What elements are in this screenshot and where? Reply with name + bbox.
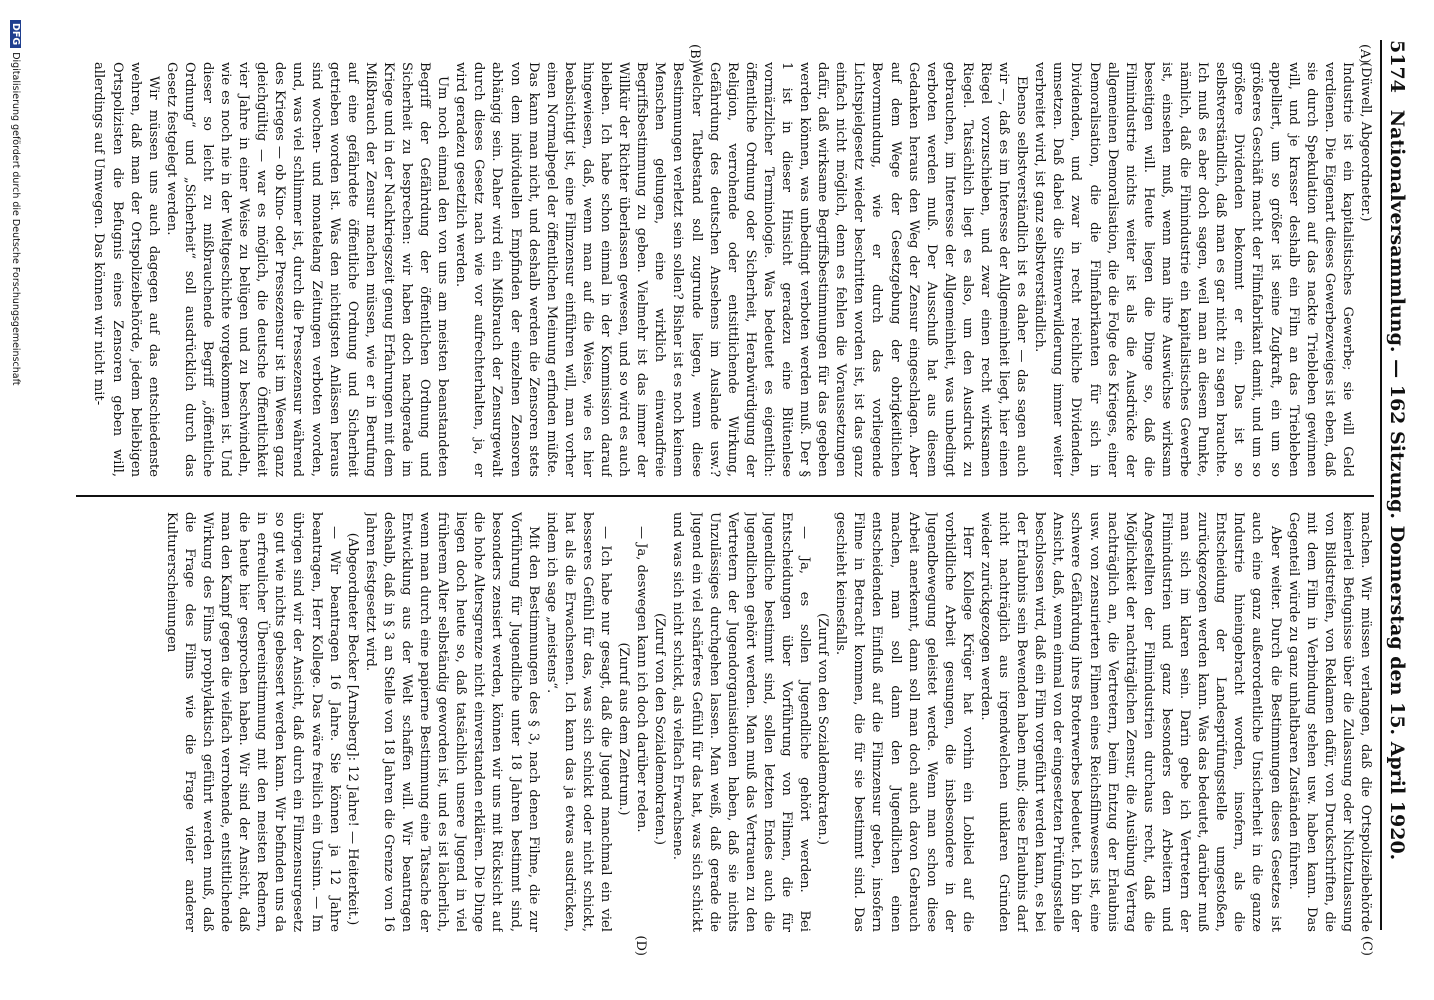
column-divider <box>76 495 1374 497</box>
paragraph: Aber weiter. Durch die Bestimmungen dieses Gesetzes ist auch eine ganz außerordentliche Unsicherheit in die ganze Industrie hineingebracht worden, insofern, als die Entscheidung der Landesprüfungsstelle umgestoßen, zurückgezogen werden kann. Was das bedeutet, darüber muß man sich im klaren sein. Darin gebe ich Vertretern der Filmindustrien und ganz besonders den Arbeitern und Angestellten der Filmindustrien durchaus recht, daß die Möglichkeit der nachträglichen Zensur, die Ausübung Vertrag nachträglich an, die Vertretern, beim Entzug der Erlaubnis usw. von zensurierten Filmen eines Reichsfilmwesens ist, eine schwere Gefährdung ihres Broterwerbes bedeutet. Ich bin der Ansicht, daß, wenn einmal von der eingesetzten Prüfungsstelle beschlossen wird, daß ein Film vorgeführt werden kann, es bei der Erlaubnis sein Bewenden haben muß; diese Erlaubnis darf nicht nachträglich aus irgendwelchen unklaren Gründen wieder zurückgezogen werden. <box>978 512 1283 932</box>
speaker-note: (Düwell, Abgeordneter.) <box>1358 62 1373 222</box>
paragraph: Um noch einmal den von uns am meisten beanstandeten Begriff der Gefährdung der öffentlichen Ordnung und Sicherheit zu besprechen: wir haben doch nachgerade im Kriege und in der Nachkriegszeit genug Erfahrungen mit dem Mißbrauch der Zensur machen müssen, wie er in Berufung auf eine gefährdete öffentliche Ordnung und Sicherheit getrieben worden ist. Was den nichtigsten Anlässen heraus sind wochen- und monatelang Zeitungen verboten worden, und, was viel schlimmer ist, durch die Pressezensur während des Krieges — ob Kino- oder Pressezensur ist im Wesen ganz gleichgültig — war es möglich, die deutsche Öffentlichkeit vier Jahre in einer Weise zu belügen und zu beschwindeln, wie es noch nie in der Weltgeschichte vorgekommen ist. Und dieser so leicht zu mißbrauchende Begriff „öffentliche Ordnung“ und „Sicherheit“ soll ausdrücklich durch das Gesetz festgelegt werden. <box>163 62 451 477</box>
paragraph: Wir müssen uns auch dagegen auf das entschiedenste wehren, daß man der Ortspolizeibehörde, jedem beliebigen Ortspolizisten die Befugnis eines Zensoren geben will, allerdings auf Umwegen. Das können wir nicht mit- <box>91 62 161 477</box>
paragraph: Herr Kollege Krüger hat vorhin ein Loblied auf die vorbildliche Arbeit gesungen, die insbesondere in der Jugendbewegung geleistet werde. Wenn man schon diese Arbeit anerkennt, dann soll man doch auch davon Gebrauch machen, man soll dann den Jugendlichen einen entscheidenden Einfluß auf die Filmzensur geben, insofern Filme in Betracht kommen, die für sie bestimmt sind. Das geschieht keinesfalls. <box>833 512 975 932</box>
paragraph: machen. Wir müssen verlangen, daß die Ortspolizeibehörde keinerlei Befugnisse über die Zulassung oder Nichtzulassung von Bildstreifen, von Reklamen dafür, von Druckschriften, die mit dem Film in Verbindung stehen usw. haben kann. Das Gegenteil würde zu ganz unhaltbaren Zuständen führen. <box>1285 512 1373 932</box>
interjection: (Zuruf von den Sozialdemokraten.) <box>652 612 668 846</box>
dfg-logo: DFG <box>10 20 21 48</box>
page-number: 5174 <box>1386 40 1408 93</box>
interjection: (Abgeordneter Becker [Arnsberg]: 12 Jahre! — Heiterkeit.) <box>344 532 360 926</box>
paragraph: — Ja, deswegen kann ich doch darüber reden. <box>634 526 650 833</box>
paragraph: — Ich habe nur gesagt, daß die Jugend manchmal ein viel besseres Gefühl für das, was sich schickt oder nicht schickt, hat als die Erwachsenen. Ich kann das ja etwas ausdrücken, indem ich sage „meistens“. <box>543 512 614 932</box>
interjection: (Zuruf von den Sozialdemokraten.) <box>815 612 831 846</box>
paragraph: Industrie ist ein kapitalistisches Gewerbe; sie will Geld verdienen. Die Eigenart dieses Gewerbezweiges ist eben, daß sie durch Spekulation auf das nackte Triebleben gewinnen will, und je krasser deshalb ein Film an das Triebleben appelliert, um so größer ist seine Zugkraft, ein um so größeres Geschäft macht der Filmfabrikant damit, und um so größere Dividenden bekommt er ein. Das ist so selbstverständlich, daß man es gar nicht zu sagen brauchte. Ich muß es aber doch sagen, weil man an diesem Punkte, nämlich, daß die Filmindustrie ein kapitalistisches Gewerbe ist, einsehen muß, wenn man ihre Auswüchse wirksam beseitigen will. Heute liegen die Dinge so, daß die Filmindustrie nichts weiter ist als die Ausdrücke der allgemeinen Demoralisation, die die Folge des Krieges, einer Demoralisation, die die Filmfabrikanten für sich in Dividenden, und zwar in recht reichliche Dividenden, umsetzen. Daß dabei die Sittenverwilderung immer weiter verbreitet wird, ist ganz selbstverständlich. <box>1032 62 1355 477</box>
interjection: (Zuruf aus dem Zentrum.) <box>616 642 632 816</box>
margin-mark-c: (C) <box>1359 935 1374 956</box>
right-column <box>76 512 1374 932</box>
running-title: Nationalversammlung. — 162 Sitzung. Donnerstag den 15. April 1920. <box>1386 109 1408 861</box>
footer-text: Digitalisierung gefördert durch die Deutsche Forschungsgemeinschaft <box>10 52 21 386</box>
paragraph: — Ja, es sollen Jugendliche gehört werden. Bei Entscheidungen über Vorführung von Filmen, die für Jugendliche bestimmt sind, sollen letzten Endes auch die Jugendlichen gehört werden. Man muß das Vertrauen zu den Vertretern der Jugendorganisationen haben, daß sie nichts Unzulässiges durchgehen lassen. Man weiß, daß gerade die Jugend ein viel schärferes Gefühl für das hat, was sich schickt und was sich nicht schickt, als vielfach Erwachsene. <box>670 512 813 932</box>
left-column <box>76 62 1374 477</box>
paragraph: — Wir beantragen 16 Jahre. Sie können ja 12 Jahre beantragen, Herr Kollege. Das wäre freilich ein Unsinn. — Im übrigen sind wir der Ansicht, daß durch ein Filmzensurgesetz so gut wie nichts gebessert werden kann. Wir befinden uns da in erfreulicher Übereinstimmung mit den meisten Rednern, die heute hier gesprochen haben. Wir sind der Ansicht, daß man den Kampf gegen die vielfach verrohende, entsittlichende Wirkung des Films prophylaktisch geführt werden muß, daß die Frage des Films wie die Frage vieler anderer Kulturerscheinungen <box>163 512 342 932</box>
page-header <box>1380 40 1408 930</box>
margin-mark-d: (D) <box>633 935 648 956</box>
margin-mark-a: (A) <box>1357 44 1372 64</box>
paragraph: Ebenso selbstverständlich ist es daher — das sagen auch wir —, daß es im Interesse der Allgemeinheit liegt, hier einen Riegel vorzuschieben, und zwar einen recht wirksamen Riegel. Tatsächlich liegt es also, um den Ausdruck zu gebrauchen, im Interesse der Allgemeinheit, was unbedingt verboten werden muß. Der Ausschuß hat aus diesem Gedanken heraus den Weg der Zensur eingeschlagen. Aber auf dem Wege der Gesetzgebung der obrigkeitlichen Bevormundung, wie er durch das vorliegende Lichtspielgesetz wieder beschritten worden ist, ist das ganz einfach nicht möglich, denn es fehlen die Voraussetzungen dafür, daß wirksame Begriffsbestimmungen für das gegeben werden können, was unbedingt verboten werden muß. Der § 1 ist in dieser Hinsicht geradezu eine Blütenlese vormärzlicher Terminologie. Was bedeutet es eigentlich: öffentliche Ordnung oder Sicherheit, Herabwürdigung der Religion, verrohende oder entsittlichende Wirkung, Gefährdung des deutschen Ansehens im Auslande usw.? Welcher Tatbestand soll zugrunde liegen, wenn diese Bestimmungen verletzt sein sollen? Bisher ist es noch keinem Menschen gelungen, eine wirklich einwandfreie Begriffsbestimmung zu geben. Vielmehr ist das immer der Willkür der Richter überlassen gewesen, und so wird es auch bleiben. Ich habe schon einmal in der Kommission darauf hingewiesen, daß, wenn man auf die Weise, wie es hier beabsichtigt ist, eine Filmzensur einführen will, man vorher einen Normalpegel der öffentlichen Meinung erfinden müßte. Das kann man nicht, und deshalb werden die Zensoren stets von dem individuellen Empfinden der einzelnen Zensoren abhängig sein. Daher wird ein Mißbrauch der Zensurgewalt durch dieses Gesetz nach wie vor aufrechterhalten, ja, er wird geradezu gesetzlich werden. <box>453 62 1030 477</box>
paragraph: Mit den Bestimmungen des § 3, nach denen Filme, die zur Vorführung für Jugendliche unter 18 Jahren bestimmt sind, besonders zensiert werden, können wir uns mit Rücksicht auf die hohe Altersgrenze nicht einverstanden erklären. Die Dinge liegen doch heute so, daß tatsächlich unsere Jugend in viel früherem Alter selbständig geworden ist, und es ist lächerlich, wenn man durch eine papierne Bestimmung eine Tatsache der Entwicklung aus der Welt schaffen will. Wir beantragen deshalb, daß in § 3 an Stelle von 18 Jahren die Grenze von 16 Jahren festgesetzt wird. <box>362 512 541 932</box>
margin-mark-b: (B) <box>687 44 702 64</box>
digitization-footer <box>10 20 21 386</box>
